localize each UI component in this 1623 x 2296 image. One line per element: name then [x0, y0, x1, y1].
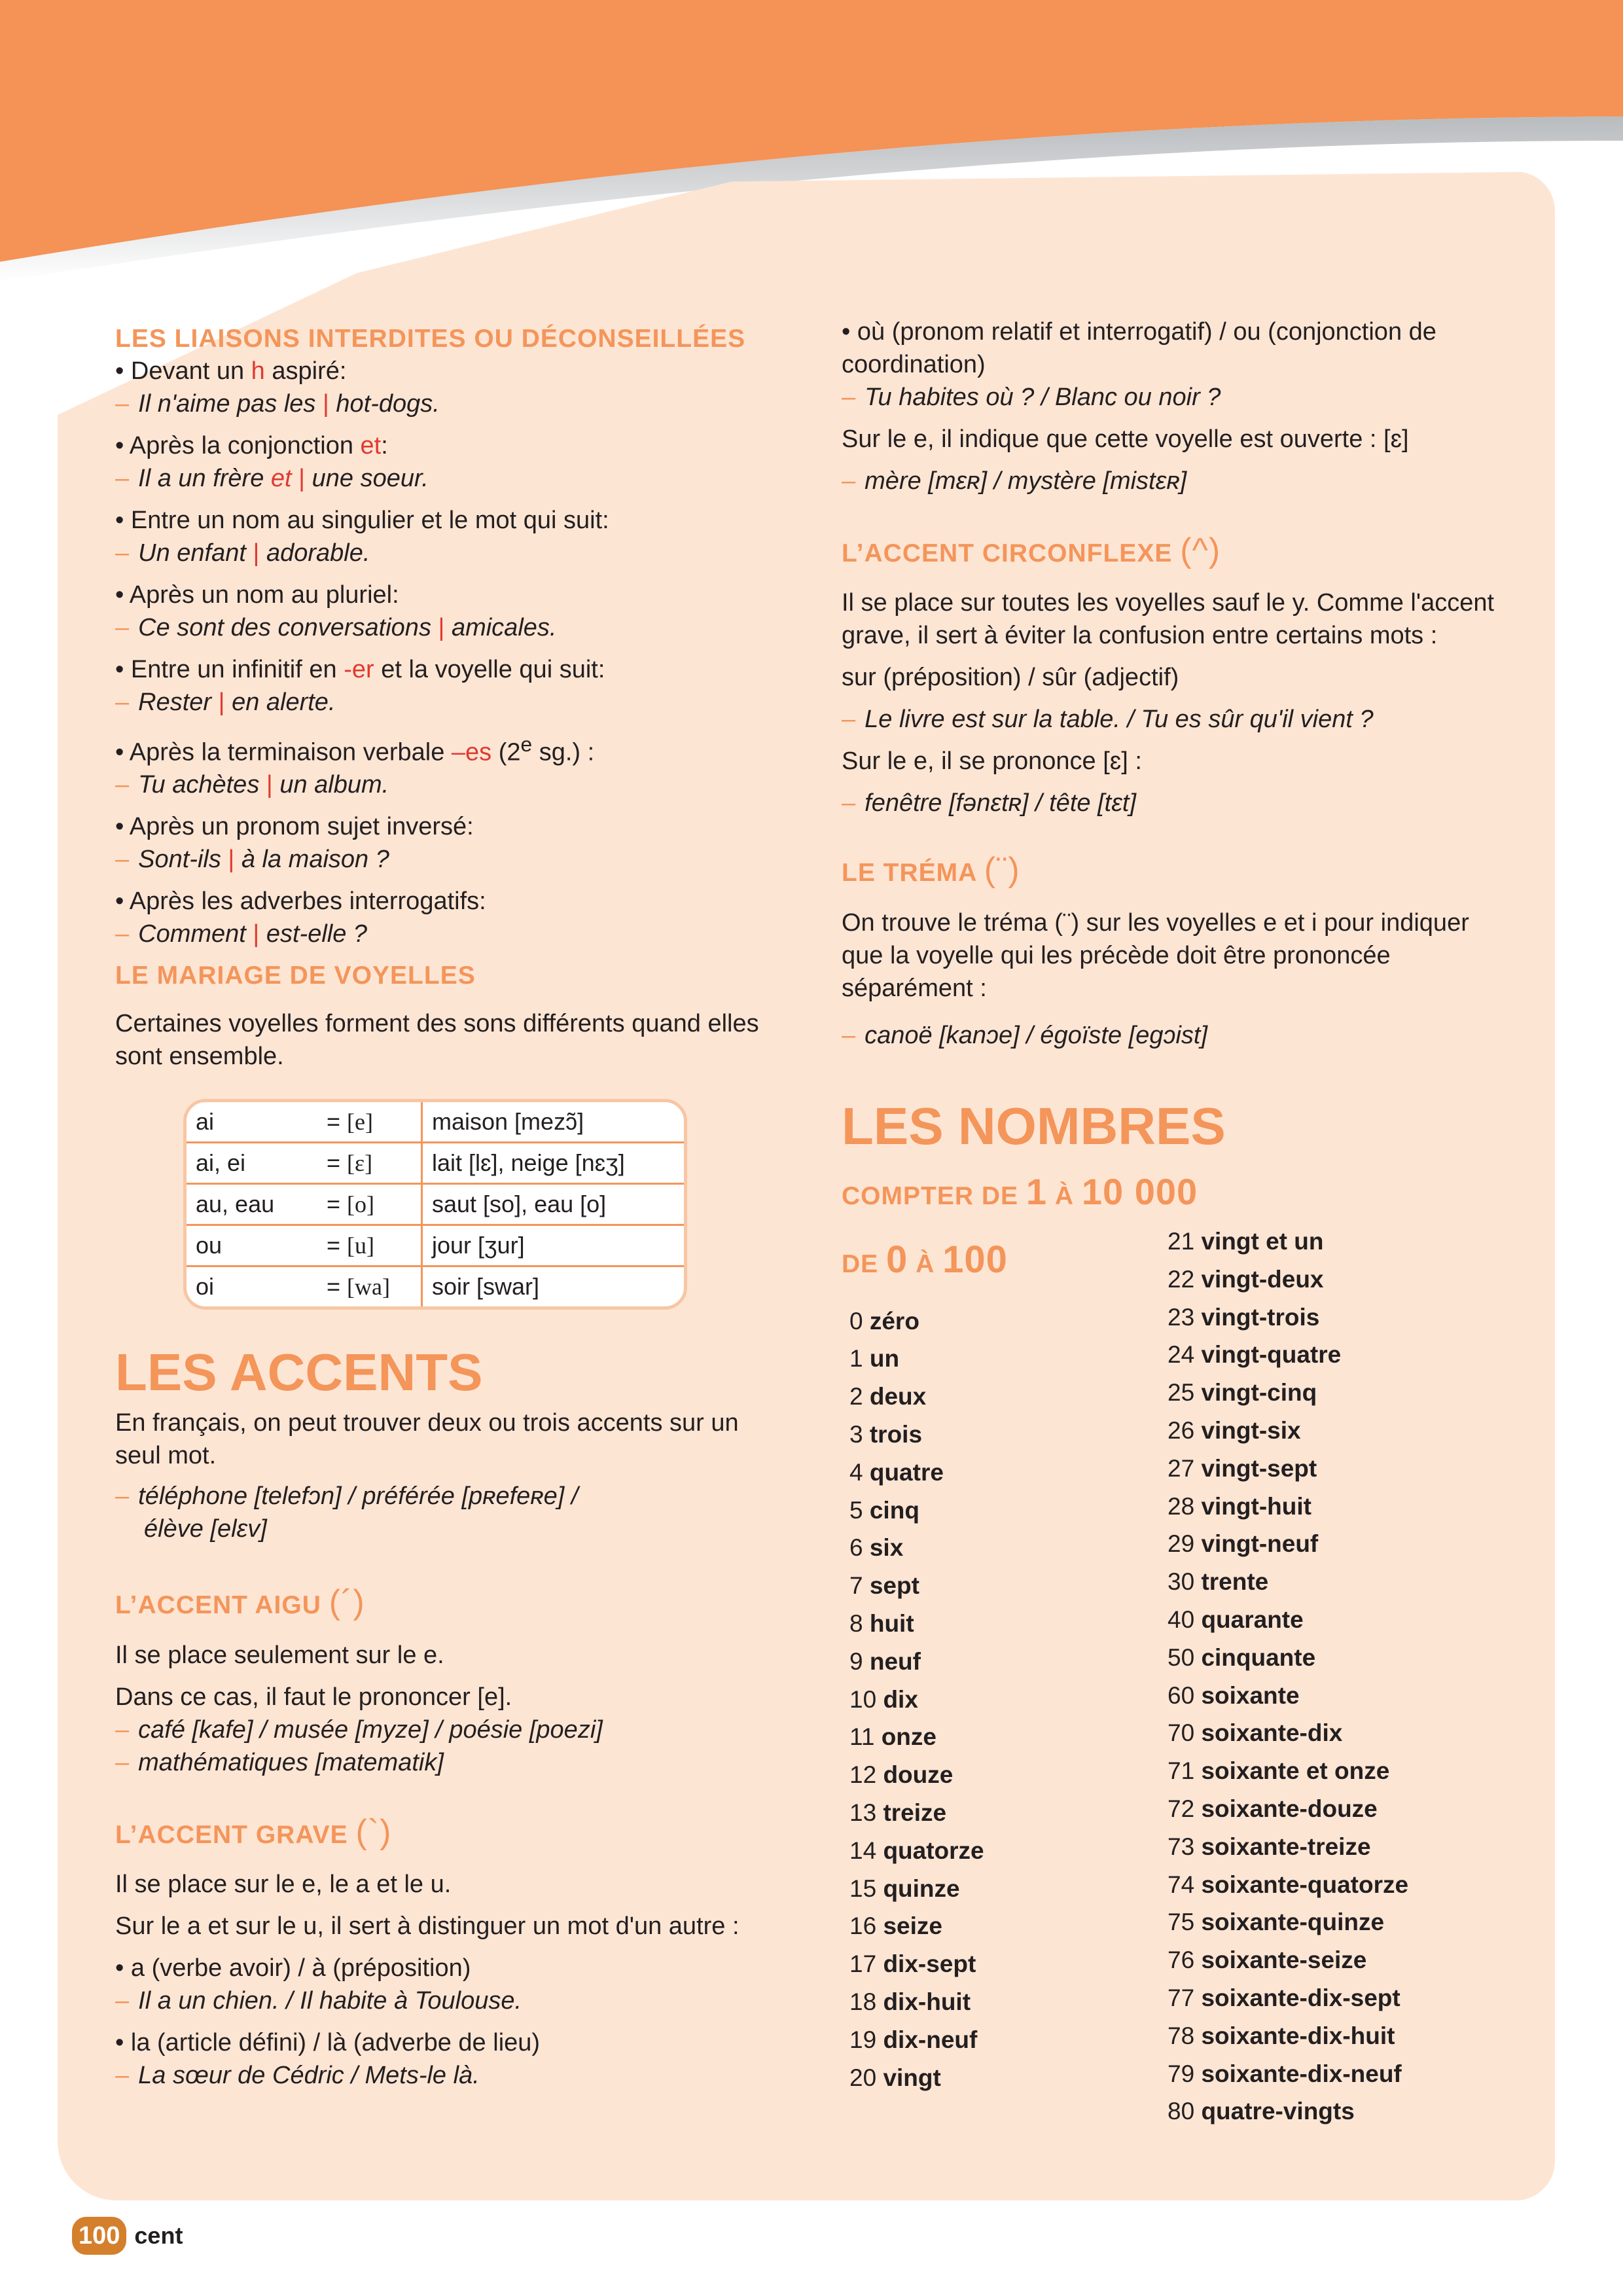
page-footer	[72, 2217, 183, 2255]
number-item: 12 douze	[849, 1761, 954, 1789]
number-item: 9 neuf	[849, 1647, 921, 1675]
grave-bullet-2: • la (article défini) / là (adverbe de lieu)	[115, 2029, 541, 2057]
liaison-example: – Ce sont des conversations | amicales.	[115, 613, 557, 641]
number-item: 3 trois	[849, 1420, 923, 1448]
number-item: 2 deux	[849, 1383, 927, 1410]
aigu-line1: Il se place seulement sur le e.	[115, 1641, 444, 1669]
grave-example-1: – Il a un chien. / Il habite à Toulouse.	[115, 1987, 522, 2015]
grave-line1: Il se place sur le e, le a et le u.	[115, 1871, 452, 1899]
circonflexe-heading: L’ACCENT CIRCONFLEXE (^)	[842, 531, 1221, 569]
number-item: 4 quatre	[849, 1458, 944, 1486]
number-item: 28 vingt-huit	[1168, 1492, 1311, 1520]
liaison-example: – Un enfant | adorable.	[115, 539, 370, 567]
number-item: 60 soixante	[1168, 1681, 1300, 1709]
grave-bullet-3: • où (pronom relatif et interrogatif) / ou (conjonction de coordination)	[842, 318, 1436, 378]
liaison-rule: • Entre un nom au singulier et le mot qui suit:	[115, 506, 609, 534]
number-item: 29 vingt-neuf	[1168, 1530, 1319, 1558]
liaison-example: – Tu achètes | un album.	[115, 771, 389, 799]
vowel-row: au, eau = [o] saut [so], eau [o]	[187, 1185, 684, 1226]
nombres-subtitle: COMPTER DE 1 À 10 000	[842, 1170, 1198, 1212]
circonflexe-pair: sur (préposition) / sûr (adjectif)	[842, 664, 1179, 692]
liaison-example: – Il a un frère et | une soeur.	[115, 464, 429, 492]
number-item: 76 soixante-seize	[1168, 1946, 1367, 1974]
liaison-example: – Sont-ils | à la maison ?	[115, 846, 389, 874]
mariage-intro: Certaines voyelles forment des sons différents quand elles sont ensemble.	[115, 1010, 759, 1071]
number-item: 74 soixante-quatorze	[1168, 1871, 1409, 1898]
liaison-rule: • Devant un h aspiré:	[115, 357, 347, 385]
number-item: 30 trente	[1168, 1568, 1269, 1596]
grave-bullet-1: • a (verbe avoir) / à (préposition)	[115, 1954, 471, 1982]
circonflexe-line1: Il se place sur toutes les voyelles sauf le y. Comme l'accent grave, il sert à éviter la confusion entre certains mots :	[842, 589, 1495, 650]
liaison-rule: • Après la terminaison verbale –es (2e sg.) :	[115, 732, 595, 766]
liaison-example: – Il n'aime pas les | hot-dogs.	[115, 389, 440, 418]
number-item: 71 soixante et onze	[1168, 1757, 1390, 1785]
aigu-example-2: – mathématiques [matematik]	[115, 1748, 444, 1776]
liaison-separator: |	[253, 539, 260, 567]
numbers-21-80	[1168, 1223, 1408, 2130]
accents-heading: LES ACCENTS	[115, 1343, 483, 1402]
vowel-row: ou = [u] jour [ʒur]	[187, 1226, 684, 1267]
liaison-rule: • Après la conjonction et:	[115, 431, 388, 459]
accents-example: – téléphone [telefɔn] / préférée [pʀefeʀe] /	[115, 1482, 579, 1511]
number-item: 17 dix-sept	[849, 1950, 976, 1978]
number-item: 73 soixante-treize	[1168, 1833, 1371, 1860]
grave-example-4: – mère [mɛʀ] / mystère [mistɛʀ]	[842, 467, 1187, 495]
grave-example-3: – Tu habites où ? / Blanc ou noir ?	[842, 384, 1221, 411]
range-heading: DE 0 À 100	[842, 1238, 1008, 1281]
number-item: 70 soixante-dix	[1168, 1719, 1343, 1747]
liaison-separator: |	[322, 389, 329, 418]
number-item: 22 vingt-deux	[1168, 1265, 1324, 1293]
circonflexe-example-1: – Le livre est sur la table. / Tu es sûr qu'il vient ?	[842, 706, 1374, 734]
number-item: 25 vingt-cinq	[1168, 1379, 1317, 1407]
grave-line3: Sur le e, il indique que cette voyelle est ouverte : [ɛ]	[842, 425, 1409, 453]
number-item: 15 quinze	[849, 1874, 960, 1902]
grave-heading: L’ACCENT GRAVE (`)	[115, 1812, 392, 1851]
trema-heading: LE TRÉMA (¨)	[842, 851, 1020, 889]
vowel-row: ai = [e] maison [mezɔ̃]	[187, 1102, 684, 1143]
aigu-example-1: – café [kafe] / musée [myze] / poésie [poezi]	[115, 1715, 603, 1744]
right-column	[842, 315, 1496, 2130]
liaison-example: – Comment | est-elle ?	[115, 920, 368, 948]
liaisons-list	[115, 355, 763, 951]
liaison-separator: |	[228, 846, 235, 874]
liaison-rule: • Après un nom au pluriel:	[115, 581, 399, 609]
number-item: 24 vingt-quatre	[1168, 1341, 1342, 1369]
mariage-heading: LE MARIAGE DE VOYELLES	[115, 961, 476, 990]
liaison-rule: • Après les adverbes interrogatifs:	[115, 888, 486, 916]
accents-intro: En français, on peut trouver deux ou trois accents sur un seul mot.	[115, 1409, 739, 1470]
number-item: 75 soixante-quinze	[1168, 1909, 1385, 1936]
number-item: 20 vingt	[849, 2064, 941, 2091]
number-item: 14 quatorze	[849, 1837, 984, 1864]
number-item: 23 vingt-trois	[1168, 1303, 1320, 1331]
number-item: 11 onze	[849, 1723, 936, 1751]
trema-example-1: – canoë [kanɔe] / égoïste [egɔist]	[842, 1021, 1208, 1049]
number-item: 1 un	[849, 1345, 900, 1372]
number-item: 18 dix-huit	[849, 1988, 971, 2015]
grave-line2: Sur le a et sur le u, il sert à distinguer un mot d'un autre :	[115, 1912, 740, 1941]
number-item: 6 six	[849, 1534, 904, 1562]
number-item: 78 soixante-dix-huit	[1168, 2022, 1395, 2049]
numbers-0-20	[842, 1302, 1168, 2097]
aigu-heading: L’ACCENT AIGU (´)	[115, 1583, 365, 1622]
number-item: 13 treize	[849, 1799, 947, 1826]
number-item: 5 cinq	[849, 1496, 919, 1524]
number-item: 19 dix-neuf	[849, 2026, 978, 2053]
page-number-badge: 100	[72, 2217, 126, 2255]
liaisons-heading: LES LIAISONS INTERDITES OU DÉCONSEILLÉES	[115, 325, 746, 353]
number-item: 77 soixante-dix-sept	[1168, 1984, 1400, 2011]
liaison-separator: |	[298, 464, 306, 492]
number-item: 80 quatre-vingts	[1168, 2098, 1355, 2125]
dash-icon: –	[115, 1482, 130, 1511]
nombres-heading: LES NOMBRES	[842, 1096, 1226, 1155]
accents-example-cont: élève [elɛv]	[144, 1515, 267, 1543]
left-column	[115, 324, 763, 2092]
number-item: 79 soixante-dix-neuf	[1168, 2060, 1402, 2087]
trema-line1: On trouve le tréma (¨) sur les voyelles e et i pour indiquer que la voyelle qui les précède doit être prononcée séparément :	[842, 908, 1469, 1002]
number-item: 8 huit	[849, 1609, 914, 1637]
liaison-rule: • Entre un infinitif en -er et la voyelle qui suit:	[115, 655, 605, 683]
number-item: 50 cinquante	[1168, 1643, 1316, 1671]
liaison-separator: |	[266, 771, 273, 799]
number-item: 7 sept	[849, 1572, 919, 1600]
number-item: 0 zéro	[849, 1307, 919, 1335]
aigu-line2: Dans ce cas, il faut le prononcer [e].	[115, 1683, 512, 1711]
vowel-table	[183, 1099, 687, 1310]
number-item: 10 dix	[849, 1685, 918, 1713]
vowel-row: oi = [wa] soir [swar]	[187, 1267, 684, 1306]
number-item: 21 vingt et un	[1168, 1227, 1324, 1255]
liaison-example: – Rester | en alerte.	[115, 688, 336, 716]
circonflexe-line2: Sur le e, il se prononce [ɛ] :	[842, 747, 1142, 776]
page-number-word: cent	[134, 2222, 183, 2249]
liaison-separator: |	[218, 688, 225, 716]
vowel-row: ai, ei = [ɛ] lait [lɛ], neige [nɛʒ]	[187, 1143, 684, 1185]
grave-example-2: – La sœur de Cédric / Mets-le là.	[115, 2062, 480, 2090]
number-item: 16 seize	[849, 1912, 942, 1940]
circonflexe-example-2: – fenêtre [fənɛtʀ] / tête [tɛt]	[842, 789, 1137, 817]
liaison-separator: |	[438, 613, 445, 641]
liaison-rule: • Après un pronom sujet inversé:	[115, 813, 474, 841]
liaison-separator: |	[253, 920, 260, 948]
number-item: 26 vingt-six	[1168, 1416, 1301, 1444]
number-item: 72 soixante-douze	[1168, 1795, 1378, 1822]
numbers-lists	[842, 1227, 1496, 2130]
number-item: 27 vingt-sept	[1168, 1454, 1317, 1482]
number-item: 40 quarante	[1168, 1605, 1304, 1633]
